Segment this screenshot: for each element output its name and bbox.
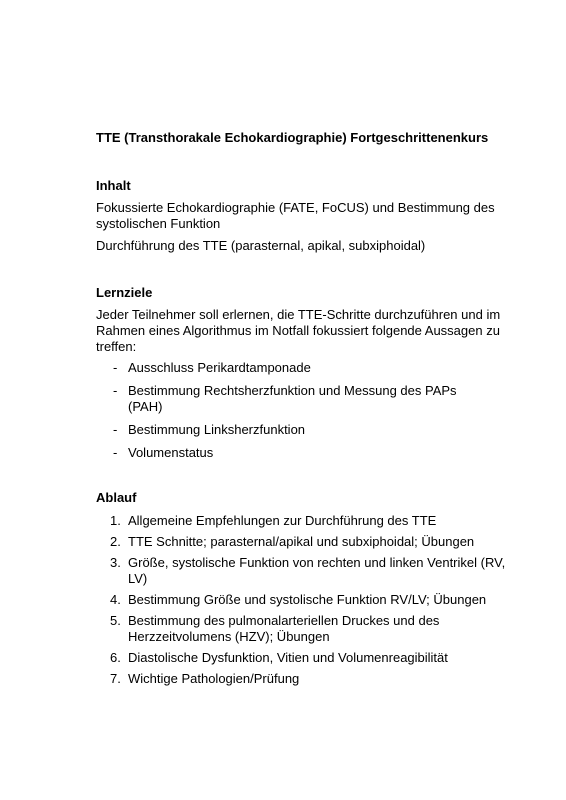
section-heading-lernziele: Lernziele: [96, 285, 153, 300]
section-heading-inhalt: Inhalt: [96, 178, 131, 193]
list-item-text: Bestimmung Linksherzfunktion: [128, 422, 306, 437]
list-item-text: Wichtige Pathologien/Prüfung: [128, 671, 300, 686]
list-item-text: Größe, systolische Funktion von rechten und linken Ventrikel (RV, LV): [128, 555, 506, 586]
inhalt-paragraph-2: Durchführung des TTE (parasternal, apikal, subxiphoidal): [96, 238, 426, 253]
list-number: 4.: [110, 592, 121, 607]
list-item-text: Ausschluss Perikardtamponade: [128, 360, 311, 375]
section-heading-ablauf: Ablauf: [96, 490, 137, 505]
list-number: 1.: [110, 513, 121, 528]
list-item: [96, 534, 526, 550]
list-number: 2.: [110, 534, 121, 549]
list-item-text: Diastolische Dysfunktion, Vitien und Volumenreagibilität: [128, 650, 448, 665]
list-item: [96, 445, 516, 461]
list-number: 5.: [110, 613, 121, 628]
inhalt-paragraph-1: Fokussierte Echokardiographie (FATE, FoCUS) und Bestimmung des systolischen Funktion: [96, 200, 495, 231]
list-number: 6.: [110, 650, 121, 665]
document-title: TTE (Transthorakale Echokardiographie) Fortgeschrittenenkurs: [96, 130, 489, 145]
bullet-marker: -: [113, 383, 118, 398]
list-item: [96, 555, 526, 587]
list-item-text: TTE Schnitte; parasternal/apikal und subxiphoidal; Übungen: [128, 534, 475, 549]
list-item-text: Bestimmung des pulmonalarteriellen Druckes und des Herzzeitvolumens (HZV); Übungen: [128, 613, 440, 644]
list-item: [96, 613, 473, 645]
lernziele-intro: Jeder Teilnehmer soll erlernen, die TTE-Schritte durchzuführen und im Rahmen eines Algorithmus im Notfall fokussiert folgende Aussagen zu treffen:: [96, 307, 501, 354]
bullet-marker: -: [113, 422, 118, 437]
ablauf-list: [96, 513, 526, 692]
bullet-marker: -: [113, 360, 118, 375]
list-item-text: Volumenstatus: [128, 445, 214, 460]
lernziele-list: [96, 360, 516, 468]
list-item: [96, 513, 526, 529]
list-item: [96, 383, 493, 415]
list-number: 3.: [110, 555, 121, 570]
list-item: [96, 422, 516, 438]
list-item-text: Allgemeine Empfehlungen zur Durchführung des TTE: [128, 513, 437, 528]
list-item: [96, 360, 516, 376]
list-item-text: Bestimmung Rechtsherzfunktion und Messung des PAPs (PAH): [128, 383, 457, 414]
list-item-text: Bestimmung Größe und systolische Funktion RV/LV; Übungen: [128, 592, 487, 607]
list-item: [96, 592, 526, 608]
bullet-marker: -: [113, 445, 118, 460]
list-item: [96, 650, 526, 666]
list-number: 7.: [110, 671, 121, 686]
list-item: [96, 671, 526, 687]
